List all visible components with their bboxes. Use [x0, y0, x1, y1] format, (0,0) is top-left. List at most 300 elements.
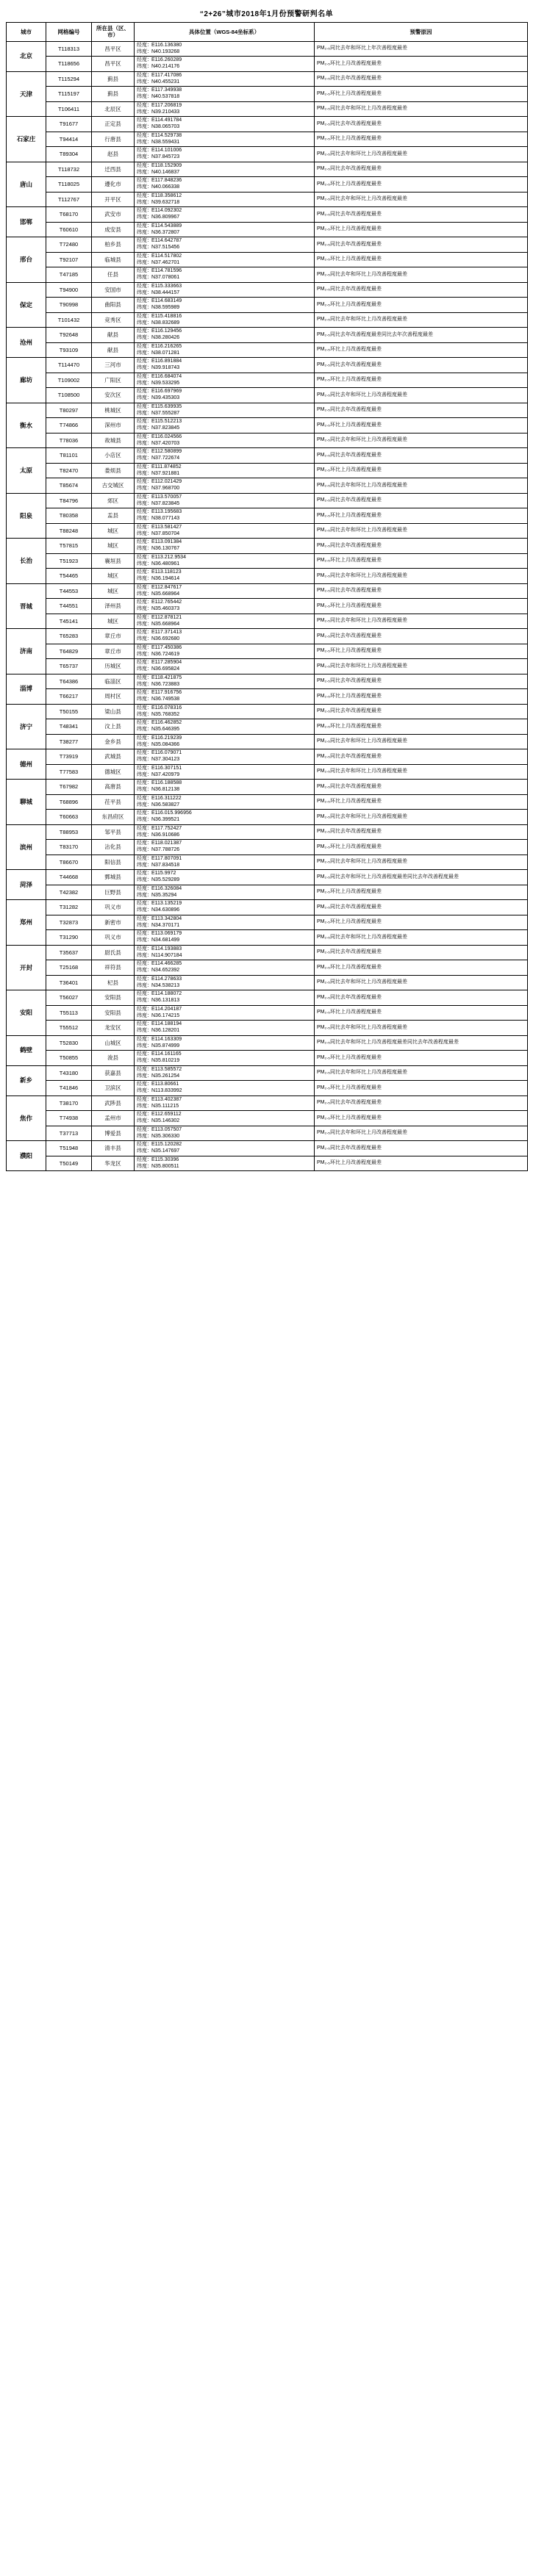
latitude-value: N36.372807: [151, 229, 180, 235]
longitude-value: E114.161165: [151, 1051, 182, 1057]
location-cell: [135, 388, 315, 403]
longitude-label: 经度：: [137, 162, 152, 168]
city-cell: 菏泽: [7, 870, 46, 900]
longitude-label: 经度：: [137, 479, 152, 485]
location-cell: [135, 794, 315, 810]
longitude-value: E117.371413: [151, 630, 182, 636]
longitude-value: E116.260289: [151, 57, 182, 63]
latitude-label: 纬度：: [137, 350, 152, 356]
district-cell: 小店区: [92, 448, 135, 464]
longitude-value: E117.417086: [151, 72, 182, 78]
longitude-value: E116.219239: [151, 735, 182, 741]
city-cell: 安阳: [7, 990, 46, 1036]
table-row: [7, 388, 528, 403]
reason-cell: PM₂.₅环比上月改善程度最差: [315, 298, 528, 313]
longitude-value: E116.307151: [151, 765, 182, 771]
grid-code-cell: T31290: [46, 930, 92, 946]
longitude-value: E116.216265: [151, 343, 182, 349]
reason-cell: PM₂.₅同比去年改善程度最差: [315, 749, 528, 765]
longitude-value: E114.188194: [151, 1021, 182, 1027]
location-cell: [135, 312, 315, 328]
longitude-label: 经度：: [137, 765, 152, 771]
table-row: [7, 192, 528, 207]
table-row: [7, 614, 528, 629]
location-cell: [135, 719, 315, 735]
latitude-label: 纬度：: [137, 425, 152, 431]
district-cell: 柏乡县: [92, 237, 135, 253]
latitude-value: N38.832689: [151, 320, 180, 325]
reason-cell: PM₂.₅同比去年改善程度最差: [315, 1141, 528, 1156]
city-cell: 濮阳: [7, 1141, 46, 1171]
reason-cell: PM₂.₅环比上月改善程度最差: [315, 508, 528, 524]
latitude-value: N37.420979: [151, 771, 180, 777]
location-cell: [135, 704, 315, 719]
latitude-value: N34.370171: [151, 922, 180, 928]
longitude-label: 经度：: [137, 313, 152, 319]
table-row: [7, 1005, 528, 1021]
longitude-label: 经度：: [137, 238, 152, 244]
longitude-value: E113.402387: [151, 1096, 182, 1102]
latitude-value: N35.111215: [151, 1103, 179, 1109]
grid-code-cell: T118732: [46, 162, 92, 177]
city-cell: 唐山: [7, 162, 46, 207]
city-cell: 济宁: [7, 704, 46, 749]
reason-cell: PM₂.₅同比去年改善程度最差: [315, 945, 528, 960]
table-row: [7, 448, 528, 464]
longitude-value: E114.163309: [151, 1036, 182, 1042]
latitude-label: 纬度：: [137, 1058, 152, 1063]
grid-code-cell: T80297: [46, 403, 92, 418]
longitude-label: 经度：: [137, 449, 152, 455]
table-row: [7, 945, 528, 960]
longitude-label: 经度：: [137, 373, 152, 379]
table-row: [7, 629, 528, 644]
table-row: [7, 704, 528, 719]
longitude-value: E112.765442: [151, 600, 182, 605]
district-cell: 昌平区: [92, 41, 135, 57]
reason-cell: PM₂.₅同比去年和环比上月改善程度最差: [315, 1065, 528, 1081]
latitude-label: 纬度：: [137, 335, 152, 340]
longitude-value: E114.517802: [151, 253, 182, 259]
grid-code-cell: T44551: [46, 599, 92, 614]
reason-cell: PM₂.₅环比上月改善程度最差: [315, 342, 528, 358]
latitude-label: 纬度：: [137, 892, 152, 898]
table-row: [7, 1035, 528, 1051]
location-cell: [135, 403, 315, 418]
grid-code-cell: T45141: [46, 614, 92, 629]
table-row: [7, 298, 528, 313]
district-cell: 杞县: [92, 975, 135, 990]
district-cell: 迁西县: [92, 162, 135, 177]
latitude-value: N35.084366: [151, 741, 180, 747]
longitude-value: E117.752427: [151, 825, 182, 831]
grid-code-cell: T109002: [46, 373, 92, 388]
reason-cell: PM₂.₅同比去年和环比上月改善程度最差: [315, 267, 528, 283]
district-cell: 古交城区: [92, 478, 135, 494]
page-title: “2+26”城市2018年1月份预警研判名单: [199, 10, 334, 18]
district-cell: 清丰县: [92, 1141, 135, 1156]
longitude-label: 经度：: [137, 343, 152, 349]
longitude-value: E118.421875: [151, 674, 182, 680]
longitude-label: 经度：: [137, 931, 152, 937]
district-cell: 娄烦县: [92, 463, 135, 478]
location-cell: [135, 267, 315, 283]
table-row: [7, 463, 528, 478]
grid-code-cell: T44553: [46, 583, 92, 599]
table-row: [7, 900, 528, 915]
latitude-label: 纬度：: [137, 606, 152, 611]
latitude-value: N35.261254: [151, 1073, 180, 1079]
location-cell: [135, 599, 315, 614]
grid-code-cell: T64386: [46, 674, 92, 689]
grid-code-cell: T47185: [46, 267, 92, 283]
latitude-value: N38.444157: [151, 289, 180, 295]
latitude-label: 纬度：: [137, 516, 152, 521]
latitude-value: N36.724619: [151, 651, 180, 657]
table-row: [7, 780, 528, 795]
district-cell: 赵县: [92, 147, 135, 162]
grid-code-cell: T118656: [46, 57, 92, 72]
reason-cell: PM₂.₅环比上月改善程度最差: [315, 1081, 528, 1096]
longitude-value: E114.491784: [151, 118, 182, 123]
table-row: [7, 252, 528, 267]
location-cell: [135, 975, 315, 990]
latitude-label: 纬度：: [137, 1073, 152, 1079]
longitude-value: E112.580899: [151, 449, 182, 455]
latitude-label: 纬度：: [137, 862, 152, 868]
longitude-value: E117.450386: [151, 644, 182, 650]
city-cell: 德州: [7, 749, 46, 780]
location-cell: [135, 569, 315, 584]
grid-code-cell: T94414: [46, 132, 92, 147]
longitude-label: 经度：: [137, 855, 152, 861]
longitude-label: 经度：: [137, 102, 152, 108]
grid-code-cell: T64829: [46, 644, 92, 659]
table-row: [7, 147, 528, 162]
location-cell: [135, 840, 315, 855]
latitude-label: 纬度：: [137, 651, 152, 657]
location-cell: [135, 1141, 315, 1156]
district-cell: 卫滨区: [92, 1081, 135, 1096]
longitude-value: E114.204187: [151, 1006, 182, 1012]
latitude-label: 纬度：: [137, 922, 152, 928]
table-row: [7, 373, 528, 388]
district-cell: 周村区: [92, 689, 135, 705]
longitude-label: 经度：: [137, 644, 152, 650]
longitude-label: 经度：: [137, 524, 152, 530]
reason-cell: PM₂.₅同比去年改善程度最差同比去年次善程度最差: [315, 328, 528, 343]
longitude-value: E114.642787: [151, 238, 182, 244]
longitude-label: 经度：: [137, 915, 152, 921]
latitude-label: 纬度：: [137, 546, 152, 551]
latitude-value: N37.304123: [151, 757, 180, 762]
latitude-value: N37.850704: [151, 530, 180, 536]
longitude-label: 经度：: [137, 389, 152, 395]
latitude-value: N39.533295: [151, 380, 180, 386]
city-cell: 晋城: [7, 583, 46, 629]
table-row: [7, 569, 528, 584]
district-cell: 东昌府区: [92, 810, 135, 825]
latitude-label: 纬度：: [137, 199, 152, 205]
longitude-label: 经度：: [137, 885, 152, 891]
location-cell: [135, 1095, 315, 1111]
latitude-value: N38.071281: [151, 350, 180, 356]
city-cell: 衡水: [7, 403, 46, 448]
longitude-label: 经度：: [137, 1066, 152, 1072]
longitude-value: E115.9972: [151, 871, 176, 877]
grid-code-cell: T55512: [46, 1021, 92, 1036]
latitude-label: 纬度：: [137, 109, 152, 115]
table-row: [7, 734, 528, 749]
latitude-value: N35.146302: [151, 1118, 180, 1123]
table-row: [7, 824, 528, 840]
location-cell: [135, 87, 315, 102]
latitude-value: N40.066338: [151, 184, 180, 190]
reason-cell: PM₂.₅同比去年改善程度最差: [315, 237, 528, 253]
grid-code-cell: T108500: [46, 388, 92, 403]
longitude-value: E115.333663: [151, 283, 182, 289]
district-cell: 高唐县: [92, 780, 135, 795]
location-cell: [135, 749, 315, 765]
latitude-value: N40.193268: [151, 48, 180, 54]
district-cell: 城区: [92, 614, 135, 629]
latitude-value: N35.460373: [151, 606, 180, 611]
table-row: [7, 41, 528, 57]
reason-cell: PM₂.₅环比上月改善程度最差: [315, 373, 528, 388]
latitude-label: 纬度：: [137, 124, 152, 129]
reason-cell: PM₂.₅同比去年和环比上月改善程度最差: [315, 388, 528, 403]
latitude-value: N37.078061: [151, 275, 180, 280]
table-row: [7, 840, 528, 855]
latitude-label: 纬度：: [137, 998, 152, 1003]
latitude-label: 纬度：: [137, 395, 152, 400]
longitude-value: E113.80661: [151, 1082, 179, 1087]
district-cell: 桃城区: [92, 403, 135, 418]
district-cell: 武陟县: [92, 1095, 135, 1111]
longitude-value: E115.418816: [151, 313, 182, 319]
header-code: 网格编号: [46, 23, 92, 42]
district-cell: 德城区: [92, 764, 135, 780]
longitude-label: 经度：: [137, 1156, 152, 1162]
grid-code-cell: T60663: [46, 810, 92, 825]
longitude-value: E113.195683: [151, 509, 182, 515]
grid-code-cell: T89304: [46, 147, 92, 162]
reason-cell: PM₂.₅同比去年和环比上月改善程度最差: [315, 734, 528, 749]
district-cell: 任县: [92, 267, 135, 283]
table-row: [7, 162, 528, 177]
district-cell: 昌平区: [92, 57, 135, 72]
location-cell: [135, 1081, 315, 1096]
table-row: [7, 1095, 528, 1111]
city-cell: 济南: [7, 629, 46, 674]
grid-code-cell: T88953: [46, 824, 92, 840]
district-cell: 安国市: [92, 282, 135, 298]
city-cell: 廊坊: [7, 358, 46, 403]
reason-cell: PM₂.₅环比上月改善程度最差: [315, 87, 528, 102]
grid-code-cell: T92648: [46, 328, 92, 343]
reason-cell: PM₂.₅同比去年和环比上月改善程度最差: [315, 1126, 528, 1141]
grid-code-cell: T106411: [46, 101, 92, 117]
latitude-label: 纬度：: [137, 952, 152, 958]
location-cell: [135, 508, 315, 524]
longitude-label: 经度：: [137, 674, 152, 680]
latitude-value: N36.812138: [151, 787, 180, 792]
reason-cell: PM₂.₅同比去年改善程度最差: [315, 900, 528, 915]
latitude-value: N36.131813: [151, 998, 180, 1003]
table-row: [7, 583, 528, 599]
table-row: [7, 975, 528, 990]
longitude-value: E113.118123: [151, 569, 182, 575]
reason-cell: PM₂.₅环比上月改善程度最差: [315, 1156, 528, 1171]
location-cell: [135, 870, 315, 885]
district-cell: 安阳县: [92, 990, 135, 1006]
district-cell: 尉氏县: [92, 945, 135, 960]
table-row: [7, 915, 528, 930]
table-row: [7, 885, 528, 900]
latitude-value: N40.537818: [151, 94, 180, 99]
district-cell: 浚县: [92, 1051, 135, 1066]
reason-cell: PM₂.₅同比去年和环比上月改善程度最差: [315, 810, 528, 825]
latitude-value: N39.632718: [151, 199, 180, 205]
location-cell: [135, 282, 315, 298]
longitude-value: E114.188072: [151, 991, 182, 997]
latitude-label: 纬度：: [137, 289, 152, 295]
location-cell: [135, 1035, 315, 1051]
reason-cell: PM₂.₅同比去年和环比上月改善程度最差: [315, 659, 528, 674]
longitude-value: E116.462852: [151, 720, 182, 726]
latitude-label: 纬度：: [137, 711, 152, 717]
longitude-value: E112.878121: [151, 614, 182, 620]
grid-code-cell: T55113: [46, 1005, 92, 1021]
table-row: [7, 87, 528, 102]
latitude-value: N34.681499: [151, 938, 180, 943]
latitude-label: 纬度：: [137, 802, 152, 807]
location-cell: [135, 237, 315, 253]
grid-code-cell: T43180: [46, 1065, 92, 1081]
location-cell: [135, 222, 315, 237]
latitude-label: 纬度：: [137, 1133, 152, 1139]
grid-code-cell: T92107: [46, 252, 92, 267]
table-row: [7, 674, 528, 689]
district-cell: 曲阳县: [92, 298, 135, 313]
table-body: [7, 41, 528, 1171]
grid-code-cell: T85674: [46, 478, 92, 494]
grid-code-cell: T60610: [46, 222, 92, 237]
longitude-label: 经度：: [137, 1082, 152, 1087]
location-cell: [135, 553, 315, 569]
longitude-value: E116.079071: [151, 750, 182, 756]
latitude-label: 纬度：: [137, 666, 152, 672]
city-cell: 郑州: [7, 900, 46, 946]
location-cell: [135, 177, 315, 193]
grid-code-cell: T50855: [46, 1051, 92, 1066]
table-row: [7, 117, 528, 132]
longitude-label: 经度：: [137, 253, 152, 259]
grid-code-cell: T118025: [46, 177, 92, 193]
longitude-value: E116.078316: [151, 705, 182, 710]
latitude-label: 纬度：: [137, 621, 152, 627]
reason-cell: PM₂.₅同比去年改善程度最差: [315, 539, 528, 554]
grid-code-cell: T57815: [46, 539, 92, 554]
table-row: [7, 719, 528, 735]
grid-code-cell: T54465: [46, 569, 92, 584]
city-cell: 阳泉: [7, 493, 46, 539]
reason-cell: PM₂.₅同比去年和环比上月改善程度最差: [315, 147, 528, 162]
location-cell: [135, 689, 315, 705]
grid-code-cell: T68170: [46, 207, 92, 223]
latitude-label: 纬度：: [137, 982, 152, 988]
latitude-label: 纬度：: [137, 94, 152, 99]
table-row: [7, 71, 528, 87]
latitude-label: 纬度：: [137, 259, 152, 265]
location-cell: [135, 1126, 315, 1141]
longitude-label: 经度：: [137, 178, 152, 184]
longitude-value: E113.585572: [151, 1066, 182, 1072]
latitude-label: 纬度：: [137, 907, 152, 913]
latitude-value: N35.668964: [151, 621, 180, 627]
table-row: [7, 57, 528, 72]
district-cell: 汶上县: [92, 719, 135, 735]
district-cell: 故城县: [92, 433, 135, 448]
longitude-value: E111.874852: [151, 464, 182, 469]
longitude-label: 经度：: [137, 630, 152, 636]
latitude-label: 纬度：: [137, 576, 152, 581]
district-cell: 金乡县: [92, 734, 135, 749]
grid-code-cell: T31282: [46, 900, 92, 915]
city-cell: 太原: [7, 448, 46, 494]
latitude-value: N37.823845: [151, 425, 180, 431]
latitude-label: 纬度：: [137, 697, 152, 702]
latitude-value: N36.695824: [151, 666, 180, 672]
district-cell: 开平区: [92, 192, 135, 207]
longitude-value: E113.570057: [151, 494, 182, 500]
longitude-label: 经度：: [137, 87, 152, 93]
latitude-label: 纬度：: [137, 440, 152, 446]
latitude-value: N36.174215: [151, 1012, 180, 1018]
latitude-label: 纬度：: [137, 1148, 152, 1154]
location-cell: [135, 1111, 315, 1126]
location-cell: [135, 358, 315, 373]
reason-cell: PM₂.₅同比去年和环比上月改善程度最差: [315, 433, 528, 448]
longitude-label: 经度：: [137, 841, 152, 846]
longitude-label: 经度：: [137, 1142, 152, 1148]
reason-cell: PM₂.₅环比上月改善程度最差: [315, 885, 528, 900]
grid-code-cell: T86670: [46, 855, 92, 870]
table-row: [7, 1081, 528, 1096]
longitude-value: E118.152909: [151, 162, 182, 168]
longitude-value: E118.021387: [151, 841, 182, 846]
grid-code-cell: T51923: [46, 553, 92, 569]
district-cell: 蓟县: [92, 71, 135, 87]
latitude-value: N35.810219: [151, 1058, 180, 1063]
location-cell: [135, 930, 315, 946]
longitude-label: 经度：: [137, 193, 152, 198]
longitude-label: 经度：: [137, 223, 152, 229]
latitude-value: N35.147697: [151, 1148, 180, 1154]
latitude-label: 纬度：: [137, 500, 152, 506]
location-cell: [135, 900, 315, 915]
reason-cell: PM₂.₅同比去年和环比上月改善程度最差: [315, 1021, 528, 1036]
table-row: [7, 1156, 528, 1171]
latitude-value: N40.146837: [151, 169, 180, 175]
reason-cell: PM₂.₅环比上月改善程度最差: [315, 252, 528, 267]
reason-cell: PM₂.₅环比上月改善程度最差: [315, 915, 528, 930]
reason-cell: PM₂.₅同比去年改善程度最差: [315, 71, 528, 87]
longitude-value: E114.683149: [151, 298, 182, 304]
grid-code-cell: T38170: [46, 1095, 92, 1111]
latitude-label: 纬度：: [137, 380, 152, 386]
district-cell: 博爱县: [92, 1126, 135, 1141]
